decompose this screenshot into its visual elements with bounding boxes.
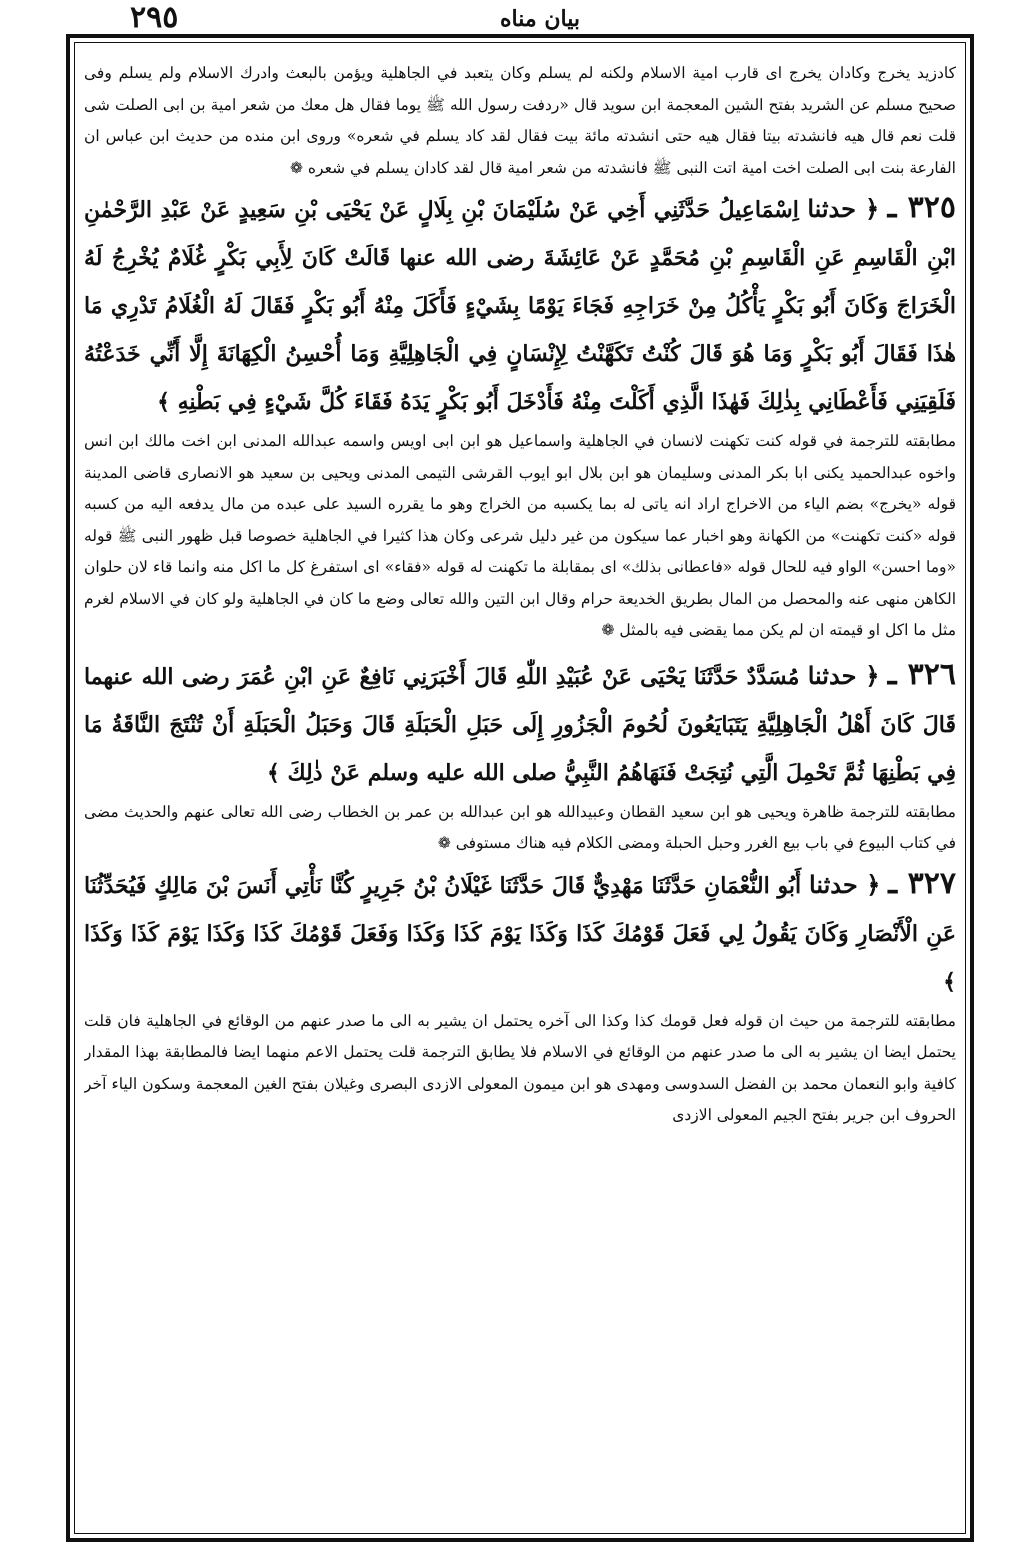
hadith-number: ٣٢٥ ـ (887, 190, 956, 225)
hadith-intro: ﴿ حدثنا (809, 869, 881, 899)
commentary-text: مطابقته للترجمة من حيث ان قوله فعل قومك كذا وكذا الى آخره يحتمل ان يشير به الى ما صدر عنهم من الوقائع في الجاهلية فان قلت يحتمل ايضا ان يشير به الى ما صدر عنهم من الوقائع في الاسلام فلا يطابق الترجمة قلت يحتمل الاعم منهما ايضا فالمطابقة بهذا المقدار كافية وابو النعمان محمد بن الفضل السدوسى ومهدى هو ابن ميمون المعولى الازدى البصرى وغيلان بفتح الغين المعجمة وسكون الياء آخر الحروف ابن جرير بفتح الجيم المعولى الازدى (84, 1011, 956, 1124)
hadith-intro: ﴿ حدثنا (807, 660, 880, 690)
page-body (84, 58, 956, 1526)
hadith-text: اِسْمَاعِيلُ حَدَّثَنِي أَخِي عَنْ سُلَيْمَانَ بْنِ بِلَالٍ عَنْ يَحْيَى بْنِ سَعِيدٍ عَنْ عَبْدِ الرَّحْمٰنِ ابْنِ الْقَاسِمِ عَنِ الْقَاسِمِ بْنِ مُحَمَّدٍ عَنْ عَائِشَةَ رضى الله عنها قَالَتْ كَانَ لِأَبِي بَكْرٍ غُلَامٌ يُخْرِجُ لَهُ الْخَرَاجَ وَكَانَ أَبُو بَكْرٍ يَأْكُلُ مِنْ خَرَاجِهِ فَجَاءَ يَوْمًا بِشَيْءٍ فَأَكَلَ مِنْهُ أَبُو بَكْرٍ فَقَالَ لَهُ الْغُلَامُ تَدْرِي مَا هٰذَا فَقَالَ أَبُو بَكْرٍ وَمَا هُوَ قَالَ كُنْتُ تَكَهَّنْتُ لِإِنْسَانٍ فِي الْجَاهِلِيَّةِ وَمَا أُحْسِنُ الْكِهَانَةَ إِلَّا أَنِّي خَدَعْتُهُ فَلَقِيَنِي فَأَعْطَانِي بِذٰلِكَ فَهٰذَا الَّذِي أَكَلْتَ مِنْهُ فَأَدْخَلَ أَبُو بَكْرٍ يَدَهُ فَقَاءَ كُلَّ شَيْءٍ فِي بَطْنِهِ ﴾ (84, 197, 956, 415)
running-title: بیان مناه (500, 6, 580, 32)
hadith-text: مُسَدَّدٌ حَدَّثَنَا يَحْيَى عَنْ عُبَيْدِ اللّٰهِ قَالَ أَخْبَرَنِي نَافِعٌ عَنِ ابْنِ عُمَرَ رضى الله عنهما قَالَ كَانَ أَهْلُ الْجَاهِلِيَّةِ يَتَبَايَعُونَ لُحُومَ الْجَزُورِ إِلَى حَبَلِ الْحَبَلَةِ قَالَ وَحَبَلُ الْحَبَلَةِ أَنْ تُنْتَجَ النَّاقَةُ مَا فِي بَطْنِهَا ثُمَّ تَحْمِلَ الَّتِي نُتِجَتْ فَنَهَاهُمُ النَّبِيُّ صلى الله عليه وسلم عَنْ ذٰلِكَ ﴾ (84, 663, 956, 786)
hadith-paragraph (84, 651, 956, 797)
page-number: ٢٩٥ (130, 0, 179, 35)
hadith-number: ٣٢٧ ـ (888, 865, 956, 901)
hadith-intro: ﴿ حدثنا (807, 194, 880, 223)
hadith-number: ٣٢٦ ـ (887, 656, 956, 692)
commentary-text: مطابقته للترجمة ظاهرة ويحيى هو ابن سعيد القطان وعبيدالله هو ابن عبدالله بن عمر بن الخطاب رضى الله تعالى عنهم والحديث مضى في كتاب البيوع في باب بيع الغرر وحبل الحبلة ومضى الكلام فيه هناك مستوفى ❁ (84, 802, 956, 852)
hadith-paragraph (84, 860, 956, 1006)
commentary-paragraph (84, 1006, 956, 1132)
page-header (40, 0, 1000, 36)
commentary-text: كادزيد يخرج وكادان يخرج اى قارب امية الاسلام ولكنه لم يسلم وكان يتعبد في الجاهلية ويؤمن بالبعث وادرك الاسلام ولم يسلم وفى صحيح مسلم عن الشريد بفتح الشين المعجمة ابن سويد قال «ردفت رسول الله ﷺ يوما فقال هل معك من شعر امية بن ابى الصلت شى قلت نعم قال هيه فانشدته بيتا فقال هيه حتى انشدته مائة بيت فقال لقد كاد يسلم في شعره» وروى ابن منده من حديث ابن عباس ان الفارعة بنت ابى الصلت اخت امية اتت النبى ﷺ فانشدته من شعر امية قال لقد كادان يسلم في شعره ❁ (84, 64, 956, 177)
hadith-paragraph (84, 184, 956, 426)
commentary-text: مطابقته للترجمة في قوله كنت تكهنت لانسان في الجاهلية واسماعيل هو ابن ابى اويس واسمه عبدالله المدنى ابن اخت مالك ابن انس واخوه عبدالحميد يكنى ابا بكر المدنى وسليمان هو ابن بلال ابو ايوب القرشى التيمى المدنى ويحيى بن سعيد هو الانصارى قاضى المدينة قوله «يخرج» بضم الياء من الاخراج اراد انه ياتى له بما يكسبه من الخراج وهو ما يقرره السيد على عبده من مال يدفعه اليه من كسبه قوله «كنت تكهنت» من الكهانة وهو اخبار عما سيكون من غير دليل شرعى وكان هذا كثيرا في الجاهلية خصوصا قبل ظهور النبى ﷺ قوله «وما احسن» الواو فيه للحال قوله «فاعطانى بذلك» اى بمقابلة ما تكهنت له قوله «فقاء» اى استفرغ كل ما اكل منه وانما قاء لان حلوان الكاهن منهى عنه والمحصل من المال بطريق الخديعة حرام وقال ابن التين والله تعالى وضع ما كان في الجاهلية ولو كان في الاسلام لغرم مثل ما اكل او قيمته ان لم يكن مما يقضى فيه بالمثل ❁ (84, 432, 956, 639)
hadith-text: أَبُو النُّعْمَانِ حَدَّثَنَا مَهْدِيٌّ قَالَ حَدَّثَنَا غَيْلَانُ بْنُ جَرِيرٍ كُنَّا نَأْتِي أَنَسَ بْنَ مَالِكٍ فَيُحَدِّثُنَا عَنِ الْأَنْصَارِ وَكَانَ يَقُولُ لِي فَعَلَ قَوْمُكَ كَذَا وَكَذَا يَوْمَ كَذَا وَكَذَا وَفَعَلَ قَوْمُكَ كَذَا وَكَذَا يَوْمَ كَذَا وَكَذَا ﴾ (84, 872, 956, 995)
commentary-paragraph (84, 797, 956, 860)
commentary-paragraph (84, 426, 956, 647)
commentary-paragraph (84, 58, 956, 184)
